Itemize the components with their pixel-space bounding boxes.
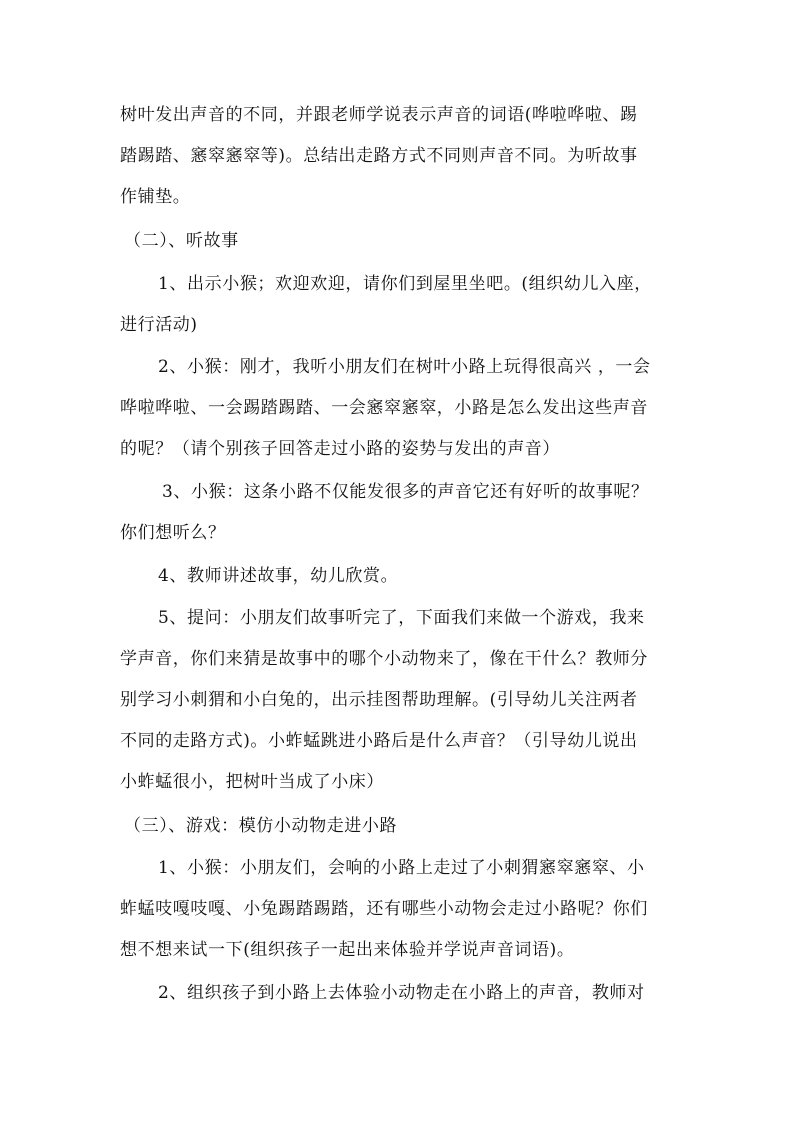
list-item-line: 1、出示小猴；欢迎欢迎，请你们到屋里坐吧。(组织幼儿入座，	[158, 274, 652, 294]
paragraph-line: 的呢？（请个别孩子回答走过小路的姿势与发出的声音）	[120, 439, 560, 459]
paragraph-line: 别学习小刺猬和小白兔的，出示挂图帮助理解。(引导幼儿关注两者	[120, 690, 638, 710]
paragraph-line: 蚱蜢吱嘎吱嘎、小兔踢踏踢踏，还有哪些小动物会走过小路呢？你们	[120, 899, 648, 919]
section-heading: （三）、游戏：模仿小动物走进小路	[124, 816, 398, 836]
list-item-line: 1、小猴：小朋友们，会响的小路上走过了小刺猬窸窣窸窣、小	[158, 858, 645, 878]
paragraph-line: 踏踢踏、窸窣窸窣等)。总结出走路方式不同则声音不同。为听故事	[120, 146, 638, 166]
list-item-line: 4、教师讲述故事，幼儿欣赏。	[158, 566, 399, 586]
list-item-line: 3、小猴：这条小路不仅能发很多的声音它还有好听的故事呢？	[162, 482, 649, 502]
list-item-line: 2、小猴：刚才，我听小朋友们在树叶小路上玩得很高兴 ，一会	[158, 357, 651, 377]
paragraph-line: 想不想来试一下(组织孩子一起出来体验并学说声音词语)。	[120, 940, 575, 960]
paragraph-line: 树叶发出声音的不同，并跟老师学说表示声音的词语(哗啦哗啦、踢	[120, 105, 638, 125]
paragraph-line: 进行活动)	[120, 315, 198, 335]
paragraph-line: 不同的走路方式)。小蚱蜢跳进小路后是什么声音？（引导幼儿说出	[120, 731, 638, 751]
list-item-line: 5、提问：小朋友们故事听完了，下面我们来做一个游戏，我来	[158, 608, 645, 628]
list-item-line: 2、组织孩子到小路上去体验小动物走在小路上的声音，教师对	[158, 983, 645, 1003]
paragraph-line: 你们想听么？	[120, 523, 226, 543]
paragraph-line: 哗啦哗啦、一会踢踏踢踏、一会窸窣窸窣，小路是怎么发出这些声音	[120, 398, 648, 418]
paragraph-line: 作铺垫。	[120, 187, 191, 207]
paragraph-line: 学声音，你们来猜是故事中的哪个小动物来了，像在干什么？教师分	[120, 649, 648, 669]
paragraph-line: 小蚱蜢很小，把树叶当成了小床）	[120, 772, 384, 792]
section-heading: （二）、听故事	[124, 231, 239, 251]
